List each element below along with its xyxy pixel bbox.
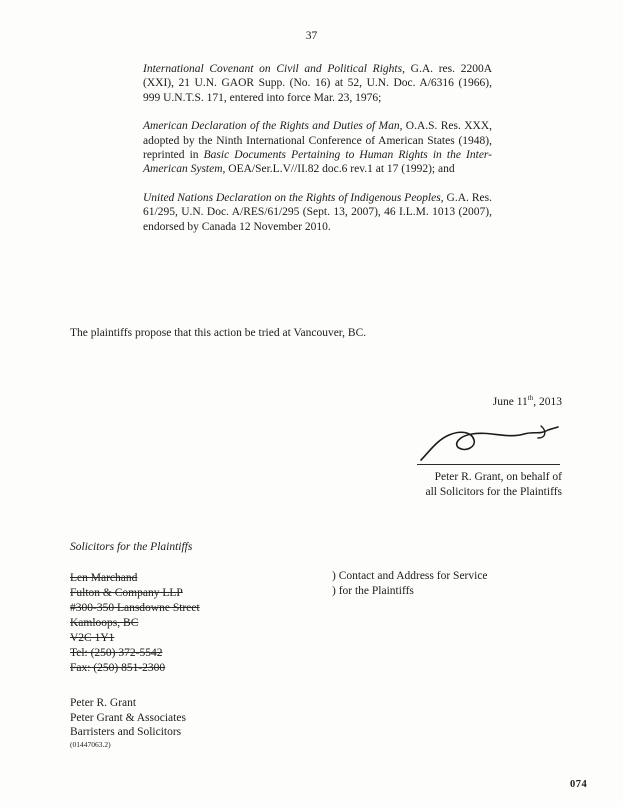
signature-caption [342,470,562,499]
trial-location-statement: The plaintiffs propose that this action be tried at Vancouver, BC. [70,327,367,339]
citation-american-declaration-reprint-title: Basic Documents Pertaining to Human Rights in the Inter-American System, [143,149,492,176]
solicitor-firm: Peter Grant & Associates [70,711,186,724]
solicitor-role: Barristers and Solicitors [70,726,182,738]
citation-iccpr-body: , G.A. res. 2200A (XXI), 21 U.N. GAOR Supp. (No. 16) at 52, U.N. Doc. A/6316 (1966), 999 U.N.T.S. 171, entered into force Mar. 23, 1976; [143,63,493,104]
signature-line [417,464,560,465]
bates-number: 074 [570,779,588,790]
citations-block [143,62,492,248]
solicitor-name: Peter R. Grant [70,697,137,709]
service-contact-line: ) Contact and Address for Service [332,570,488,582]
struck-address-block [70,571,200,676]
document-reference: (01447063.2) [70,740,111,749]
struck-line-city: Kamloops, BC [70,617,139,629]
struck-line-street: #300-350 Lansdowne Street [70,602,200,614]
handwritten-signature [415,424,565,466]
struck-line-postal: V2C 1Y1 [70,632,115,644]
struck-line-tel: Tel: (250) 372-5542 [70,647,163,659]
signing-date-ordinal: th [527,394,534,402]
page-number: 37 [305,30,318,42]
citation-american-declaration-end: OEA/Ser.L.V//II.82 doc.6 rev.1 at 17 (1992); and [225,163,455,176]
struck-line-name: Len Marchand [70,572,138,584]
citation-undrip-title: United Nations Declaration on the Rights of Indigenous Peoples [143,191,441,204]
citation-american-declaration-mid: , O.A.S. Res. XXX, adopted by the Ninth International Conference of American States (1948), reprinted in [143,120,492,162]
service-contact-column [332,569,488,599]
signature-caption-line1: Peter R. Grant, on behalf of [434,471,562,483]
citation-american-declaration-title: American Declaration of the Rights and Duties of Man [143,120,400,133]
citation-undrip-body: , G.A. Res. 61/295, U.N. Doc. A/RES/61/295 (Sept. 13, 2007), 46 I.L.M. 1013 (2007), endorsed by Canada 12 November 2010. [143,191,492,233]
service-contact-line: ) for the Plaintiffs [332,585,414,597]
signing-date [493,394,562,408]
citation-undrip [143,191,492,234]
struck-line-fax: Fax: (250) 851-2300 [70,662,166,674]
citation-iccpr [143,62,492,105]
signing-date-suffix: , 2013 [533,395,562,408]
signature-caption-line2: all Solicitors for the Plaintiffs [425,485,562,498]
struck-line-firm: Fulton & Company LLP [70,587,183,599]
current-solicitor-block [70,696,186,740]
citation-american-declaration [143,119,492,177]
signing-date-prefix: June 11 [492,395,528,408]
solicitors-heading: Solicitors for the Plaintiffs [70,541,193,553]
citation-iccpr-title: International Covenant on Civil and Political Rights [143,63,403,75]
